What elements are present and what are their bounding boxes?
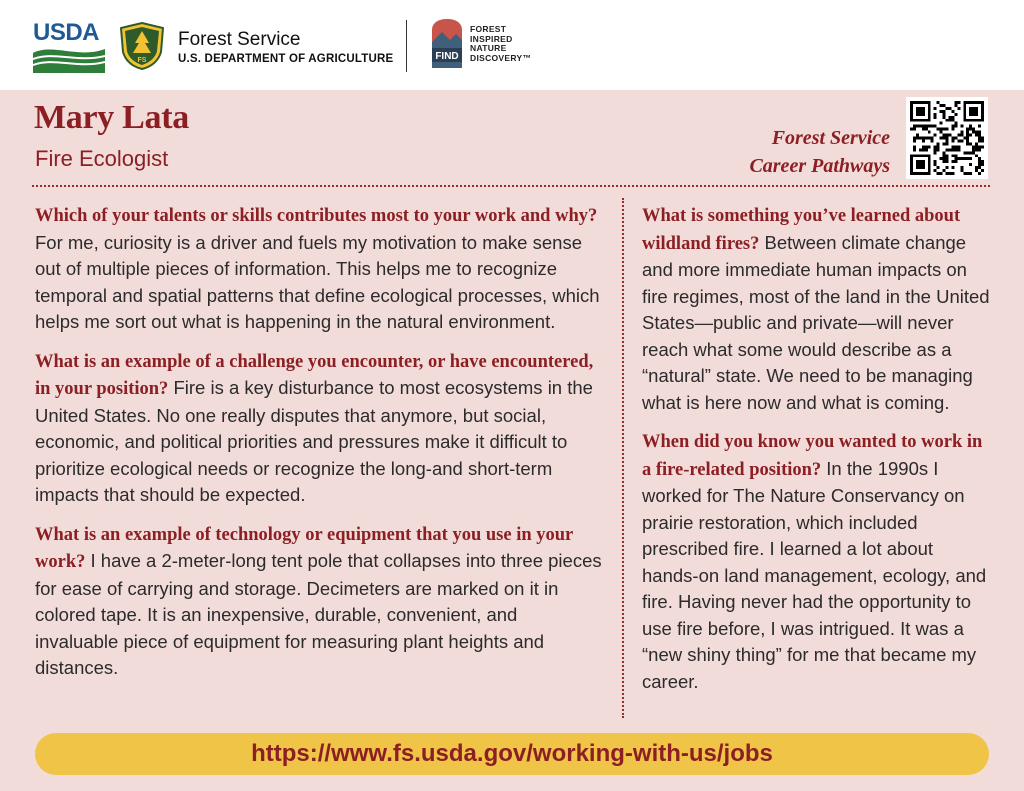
answer: Between climate change and more immediate human impacts on fire regimes, most of the land in the United States—public and private—will never reach what some would describe as a “natural” state. We need to be managing what is here now and what is coming.	[642, 231, 990, 413]
agency-name: Forest Service	[178, 29, 301, 50]
svg-text:FS: FS	[137, 57, 147, 64]
answer: I have a 2-meter-long tent pole that collapses into three pieces for ease of carrying and storage. Decimeters are marked on it in colored tape. It is an inexpensive, durable, convenient, and invaluable piece of equipment for measuring plant heights and distances.	[35, 550, 602, 678]
qa-item	[642, 202, 994, 416]
left-column	[35, 202, 605, 694]
qr-code-icon[interactable]	[906, 97, 988, 179]
vertical-dotted-divider	[622, 198, 624, 718]
question: What is an example of a challenge you encounter, or have encountered, in your position?	[35, 351, 594, 399]
person-name: Mary Lata	[34, 99, 189, 136]
answer: In the 1990s I worked for The Nature Conservancy on prairie restoration, which included prescribed fire. I learned a lot about hands-on land management, ecology, and fire. Having never had the opportunity to use fire before, I was intrigued. It was a “new shiny thing” for me that became my career.	[642, 457, 987, 692]
career-pathways-title: Forest Service Career Pathways	[749, 127, 890, 177]
qa-item	[35, 202, 605, 336]
answer: Fire is a key disturbance to most ecosystems in the United States. No one really disputes that anymore, but social, economic, and political priorities and pressures make it difficult to prioritize ecological needs or recognize the long-and short-term impacts that should be expected.	[35, 377, 593, 505]
qa-item	[35, 348, 605, 509]
usda-logo-text: USDA	[33, 19, 100, 46]
find-tagline: FOREST INSPIRED NATURE DISCOVERY™	[470, 24, 532, 63]
qa-item	[35, 521, 605, 682]
usda-hills-icon	[33, 45, 105, 73]
question: Which of your talents or skills contributes most to your work and why?	[35, 206, 598, 226]
question: When did you know you wanted to work in a fire-related position?	[642, 432, 983, 480]
jobs-url-link[interactable]: https://www.fs.usda.gov/working-with-us/jobs	[35, 733, 989, 775]
right-column	[642, 202, 994, 707]
forest-service-shield-icon[interactable]	[120, 22, 164, 70]
usda-logo[interactable]	[33, 21, 105, 75]
person-role: Fire Ecologist	[35, 146, 169, 171]
question: What is something you’ve learned about wildland fires?	[642, 206, 961, 254]
find-logo-icon[interactable]	[430, 18, 464, 70]
question: What is an example of technology or equipment that you use in your work?	[35, 524, 573, 572]
svg-text:FIND: FIND	[435, 51, 459, 62]
header-divider	[406, 20, 407, 72]
department-name: U.S. DEPARTMENT OF AGRICULTURE	[178, 53, 394, 65]
horizontal-dotted-divider	[32, 185, 990, 187]
header-bar	[0, 0, 1024, 90]
qa-item	[642, 428, 994, 695]
answer: For me, curiosity is a driver and fuels my motivation to make sense out of multiple pieces of information. This helps me to recognize temporal and spatial patterns that define ecological processes, which helps me sort out what is happening in the natural environment.	[35, 231, 600, 332]
